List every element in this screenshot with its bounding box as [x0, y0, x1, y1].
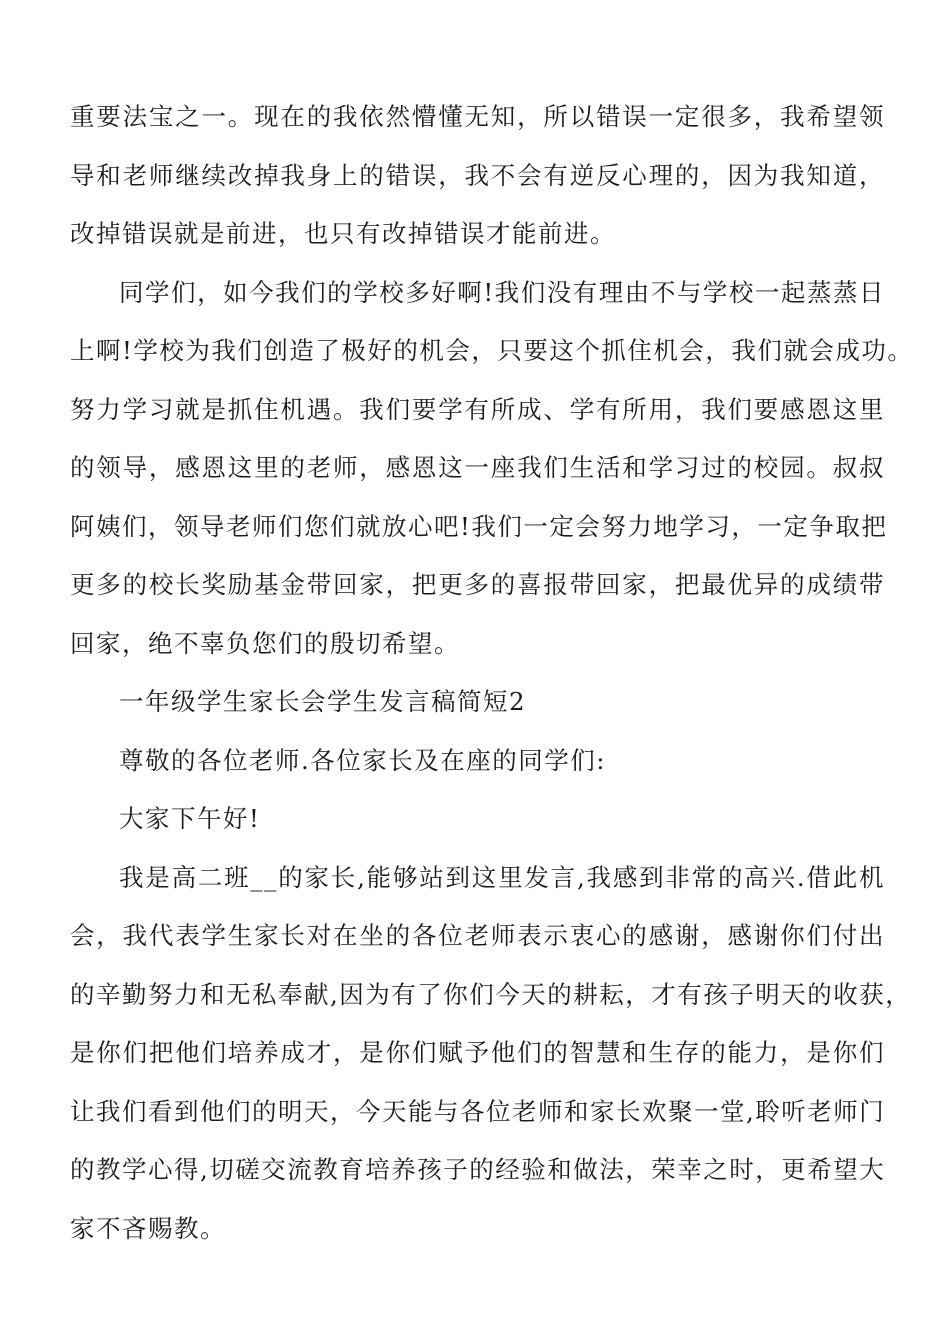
text-line: 我是高二班__的家长,能够站到这里发言,我感到非常的高兴.借此机	[119, 862, 885, 892]
text-line: 的领导，感恩这里的老师，感恩这一座我们生活和学习过的校园。叔叔	[70, 453, 885, 482]
greeting: 大家下午好!	[119, 804, 261, 833]
text-line: 的辛勤努力和无私奉献,因为有了你们今天的耕耘，才有孩子明天的收获，	[70, 979, 912, 1009]
text-line: 是你们把他们培养成才，是你们赋予他们的智慧和生存的能力，是你们	[70, 1038, 885, 1067]
text-line: 家不吝赐教。	[70, 1213, 226, 1243]
salutation: 尊敬的各位老师.各位家长及在座的同学们:	[119, 745, 607, 775]
section-heading: 一年级学生家长会学生发言稿简短2	[119, 687, 527, 716]
text-line: 更多的校长奖励基金带回家，把更多的喜报带回家，把最优异的成绩带	[70, 570, 885, 599]
text-line: 上啊!学校为我们创造了极好的机会，只要这个抓住机会，我们就会成功。	[70, 336, 914, 365]
text-line: 导和老师继续改掉我身上的错误，我不会有逆反心理的，因为我知道，	[70, 160, 885, 190]
text-line: 阿姨们，领导老师们您们就放心吧!我们一定会努力地学习，一定争取把	[70, 511, 888, 541]
text-line: 的教学心得,切磋交流教育培养孩子的经验和做法，荣幸之时，更希望大	[70, 1155, 886, 1184]
text-line: 改掉错误就是前进，也只有改掉错误才能前进。	[70, 219, 616, 248]
document-body	[70, 88, 914, 1258]
text-line: 同学们，如今我们的学校多好啊!我们没有理由不与学校一起蒸蒸日	[119, 277, 885, 307]
text-line: 让我们看到他们的明天，今天能与各位老师和家长欢聚一堂,聆听老师门	[70, 1096, 886, 1126]
text-line: 会，我代表学生家长对在坐的各位老师表示衷心的感谢，感谢你们付出	[70, 921, 885, 950]
text-line: 回家，绝不辜负您们的殷切希望。	[70, 628, 460, 658]
text-line: 重要法宝之一。现在的我依然懵懂无知，所以错误一定很多，我希望领	[70, 102, 885, 131]
text-line: 努力学习就是抓住机遇。我们要学有所成、学有所用，我们要感恩这里	[70, 394, 885, 424]
